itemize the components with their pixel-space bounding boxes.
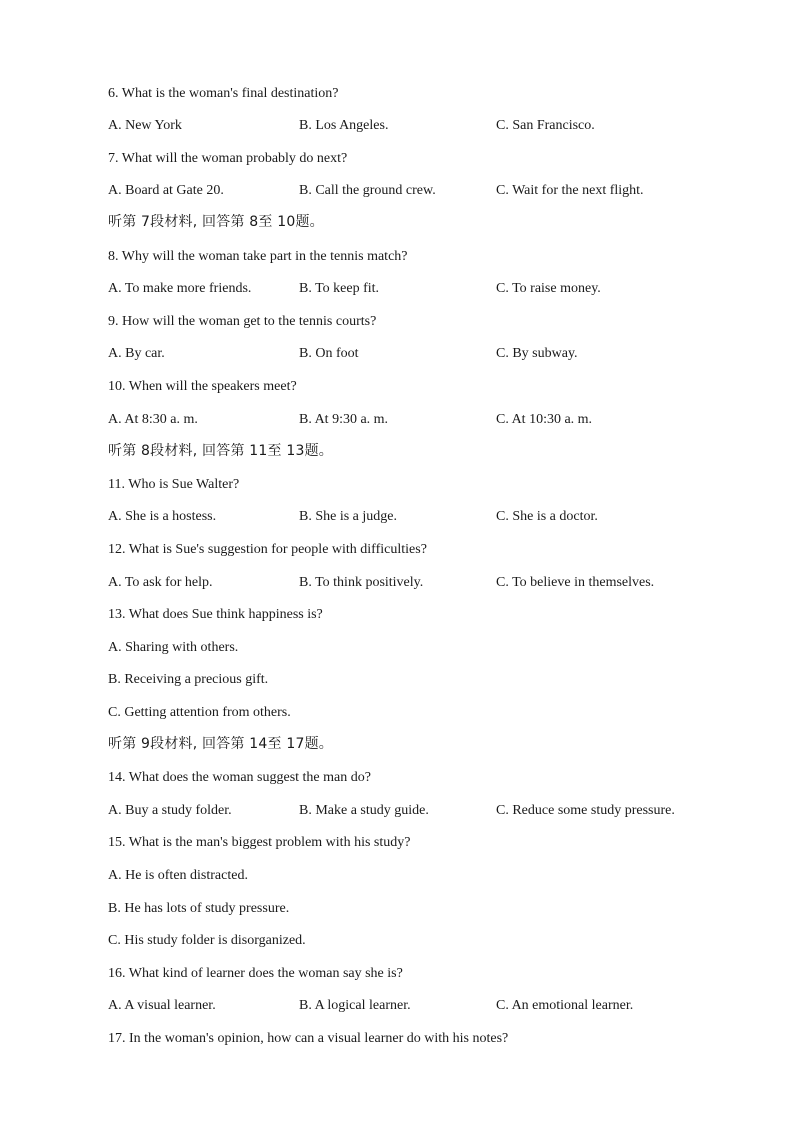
question-11-option-a: A. She is a hostess.	[108, 509, 217, 524]
question-12: 12. What is Sue's suggestion for people with difficulties?	[108, 542, 427, 557]
question-6-option-a: A. New York	[108, 118, 182, 133]
question-9-option-c: C. By subway.	[496, 346, 578, 361]
question-10: 10. When will the speakers meet?	[108, 379, 297, 394]
question-16-option-a: A. A visual learner.	[108, 998, 216, 1013]
question-8-option-c: C. To raise money.	[496, 281, 601, 296]
question-14-option-c: C. Reduce some study pressure.	[496, 803, 675, 818]
question-15-option-a: A. He is often distracted.	[108, 868, 248, 883]
question-8: 8. Why will the woman take part in the tennis match?	[108, 249, 408, 264]
question-14-option-b: B. Make a study guide.	[299, 803, 429, 818]
question-7-option-a: A. Board at Gate 20.	[108, 183, 224, 198]
question-10-option-c: C. At 10:30 a. m.	[496, 412, 593, 427]
question-11-option-c: C. She is a doctor.	[496, 509, 598, 524]
question-15: 15. What is the man's biggest problem with his study?	[108, 835, 411, 850]
question-16: 16. What kind of learner does the woman say she is?	[108, 966, 403, 981]
question-7-option-b: B. Call the ground crew.	[299, 183, 436, 198]
question-12-option-c: C. To believe in themselves.	[496, 575, 655, 590]
question-9: 9. How will the woman get to the tennis courts?	[108, 314, 377, 329]
question-15-option-c: C. His study folder is disorganized.	[108, 933, 306, 948]
question-12-option-a: A. To ask for help.	[108, 575, 213, 590]
question-11: 11. Who is Sue Walter?	[108, 477, 240, 492]
question-13-option-a: A. Sharing with others.	[108, 640, 239, 655]
question-13-option-c: C. Getting attention from others.	[108, 705, 291, 720]
question-16-option-c: C. An emotional learner.	[496, 998, 634, 1013]
question-14-option-a: A. Buy a study folder.	[108, 803, 232, 818]
question-17: 17. In the woman's opinion, how can a visual learner do with his notes?	[108, 1031, 509, 1046]
question-10-option-a: A. At 8:30 a. m.	[108, 412, 198, 427]
question-16-option-b: B. A logical learner.	[299, 998, 411, 1013]
question-7: 7. What will the woman probably do next?	[108, 151, 348, 166]
question-9-option-b: B. On foot	[299, 346, 359, 361]
section-7-heading: 听第 7段材料, 回答第 8至 10题。	[108, 214, 324, 230]
question-11-option-b: B. She is a judge.	[299, 509, 397, 524]
question-9-option-a: A. By car.	[108, 346, 165, 361]
question-10-option-b: B. At 9:30 a. m.	[299, 412, 389, 427]
question-7-option-c: C. Wait for the next flight.	[496, 183, 644, 198]
question-15-option-b: B. He has lots of study pressure.	[108, 901, 290, 916]
question-6: 6. What is the woman's final destination?	[108, 86, 339, 101]
question-8-option-a: A. To make more friends.	[108, 281, 252, 296]
question-12-option-b: B. To think positively.	[299, 575, 424, 590]
section-9-heading: 听第 9段材料, 回答第 14至 17题。	[108, 736, 333, 752]
question-8-option-b: B. To keep fit.	[299, 281, 380, 296]
question-6-option-b: B. Los Angeles.	[299, 118, 389, 133]
section-8-heading: 听第 8段材料, 回答第 11至 13题。	[108, 443, 333, 459]
question-13: 13. What does Sue think happiness is?	[108, 607, 323, 622]
question-6-option-c: C. San Francisco.	[496, 118, 595, 133]
question-13-option-b: B. Receiving a precious gift.	[108, 672, 269, 687]
question-14: 14. What does the woman suggest the man do?	[108, 770, 371, 785]
